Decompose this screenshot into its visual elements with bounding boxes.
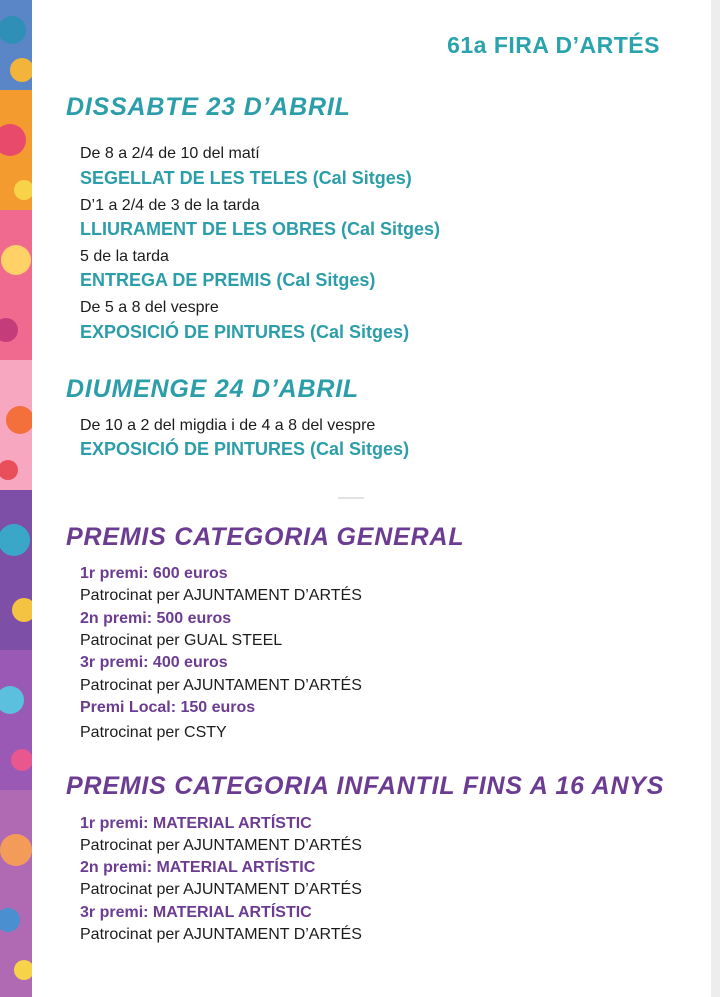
saturday-event-3: ENTREGA DE PREMIS (Cal Sitges): [80, 270, 376, 290]
saturday-event-2: LLIURAMENT DE LES OBRES (Cal Sitges): [80, 219, 441, 239]
decorative-painting-strip: [0, 0, 32, 997]
saturday-event-4: EXPOSICIÓ DE PINTURES (Cal Sitges): [80, 322, 410, 342]
general-prize-3: 3r premi: 400 euros: [80, 654, 228, 671]
divider: [338, 497, 364, 499]
child-sponsor-1: Patrocinat per AJUNTAMENT D’ARTÉS: [80, 837, 362, 854]
child-prizes-heading: PREMIS CATEGORIA INFANTIL FINS A 16 ANYS: [66, 772, 665, 800]
saturday-heading: DISSABTE 23 D’ABRIL: [66, 93, 351, 121]
document-title: 61a FIRA D’ARTÉS: [447, 32, 660, 58]
saturday-time-4: De 5 a 8 del vespre: [80, 299, 219, 316]
general-sponsor-1: Patrocinat per AJUNTAMENT D’ARTÉS: [80, 587, 362, 604]
general-prizes-heading: PREMIS CATEGORIA GENERAL: [66, 523, 465, 551]
general-prize-4: Premi Local: 150 euros: [80, 699, 256, 716]
child-sponsor-2: Patrocinat per AJUNTAMENT D’ARTÉS: [80, 881, 362, 898]
general-prize-1: 1r premi: 600 euros: [80, 565, 228, 582]
saturday-time-2: D’1 a 2/4 de 3 de la tarda: [80, 197, 260, 214]
child-sponsor-3: Patrocinat per AJUNTAMENT D’ARTÉS: [80, 926, 362, 943]
saturday-time-3: 5 de la tarda: [80, 248, 169, 265]
sunday-time-1: De 10 a 2 del migdia i de 4 a 8 del vespre: [80, 417, 376, 434]
general-sponsor-2: Patrocinat per GUAL STEEL: [80, 632, 283, 649]
page-edge: [711, 0, 720, 997]
saturday-event-1: SEGELLAT DE LES TELES (Cal Sitges): [80, 168, 412, 188]
child-prize-3: 3r premi: MATERIAL ARTÍSTIC: [80, 904, 312, 921]
child-prize-2: 2n premi: MATERIAL ARTÍSTIC: [80, 859, 316, 876]
sunday-heading: DIUMENGE 24 D’ABRIL: [66, 375, 360, 403]
general-sponsor-3: Patrocinat per AJUNTAMENT D’ARTÉS: [80, 677, 362, 694]
sunday-event-1: EXPOSICIÓ DE PINTURES (Cal Sitges): [80, 439, 410, 459]
general-prize-2: 2n premi: 500 euros: [80, 610, 232, 627]
child-prize-1: 1r premi: MATERIAL ARTÍSTIC: [80, 815, 312, 832]
saturday-time-1: De 8 a 2/4 de 10 del matí: [80, 145, 260, 162]
general-sponsor-4: Patrocinat per CSTY: [80, 724, 227, 741]
